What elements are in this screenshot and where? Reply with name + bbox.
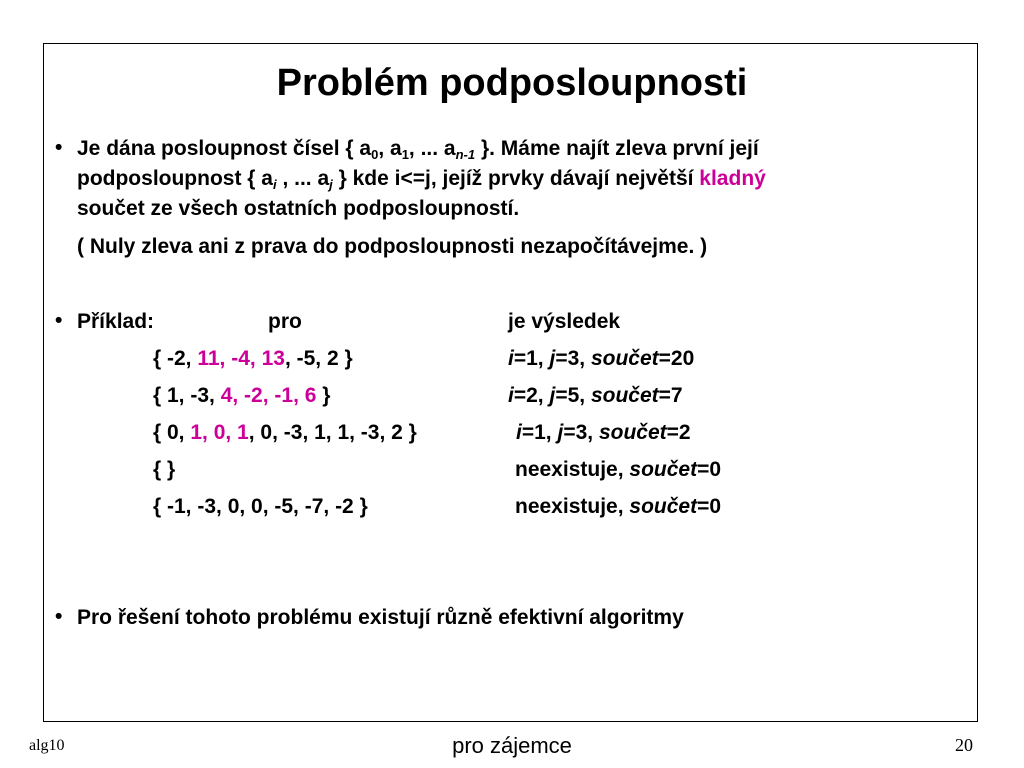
bullet-marker: •: [55, 136, 63, 159]
intro-line-3: součet ze všech ostatních podposloupností.: [77, 197, 520, 220]
bullet-marker: •: [55, 309, 63, 332]
example-result: i=1, j=3, součet=20: [508, 347, 695, 370]
example-sequence: { 0, 1, 0, 1, 0, -3, 1, 1, -3, 2 }: [153, 421, 417, 444]
example-result: neexistuje, součet=0: [515, 495, 722, 518]
example-sequence: { 1, -3, 4, -2, -1, 6 }: [153, 384, 331, 407]
example-pro-header: pro: [268, 310, 302, 333]
example-result: i=2, j=5, součet=7: [508, 384, 683, 407]
bullet-marker: •: [55, 605, 63, 628]
intro-line-1: Je dána posloupnost čísel { $a_0$, $a_1$, ... $a_{n-1}$ }. Máme najít zleva první její: [77, 137, 759, 162]
example-sequence: { -2, 11, -4, 13, -5, 2 }: [153, 347, 353, 370]
final-statement: Pro řešení tohoto problému existují různě efektivní algoritmy: [77, 606, 684, 629]
example-result-header: je výsledek: [508, 310, 621, 333]
footer-note: pro zájemce: [452, 733, 572, 758]
intro-line-4: ( Nuly zleva ani z prava do podposloupnosti nezapočítávejme. ): [77, 235, 708, 258]
example-sequence: { -1, -3, 0, 0, -5, -7, -2 }: [153, 495, 368, 518]
intro-line-2: podposloupnost { $a_i$ , ... $a_j$ } kde i<=j, jejíž prvky dávají největší kladný: [77, 167, 766, 192]
example-label: Příklad:: [77, 310, 155, 333]
slide-number: 20: [955, 735, 973, 755]
footer-course-code: alg10: [29, 737, 65, 754]
example-result: i=1, j=3, součet=2: [516, 421, 691, 444]
example-sequence: { }: [153, 458, 176, 481]
slide-title: Problém podposloupnosti: [276, 62, 748, 104]
kladny-highlight: kladný: [699, 167, 766, 190]
example-result: neexistuje, součet=0: [515, 458, 722, 481]
